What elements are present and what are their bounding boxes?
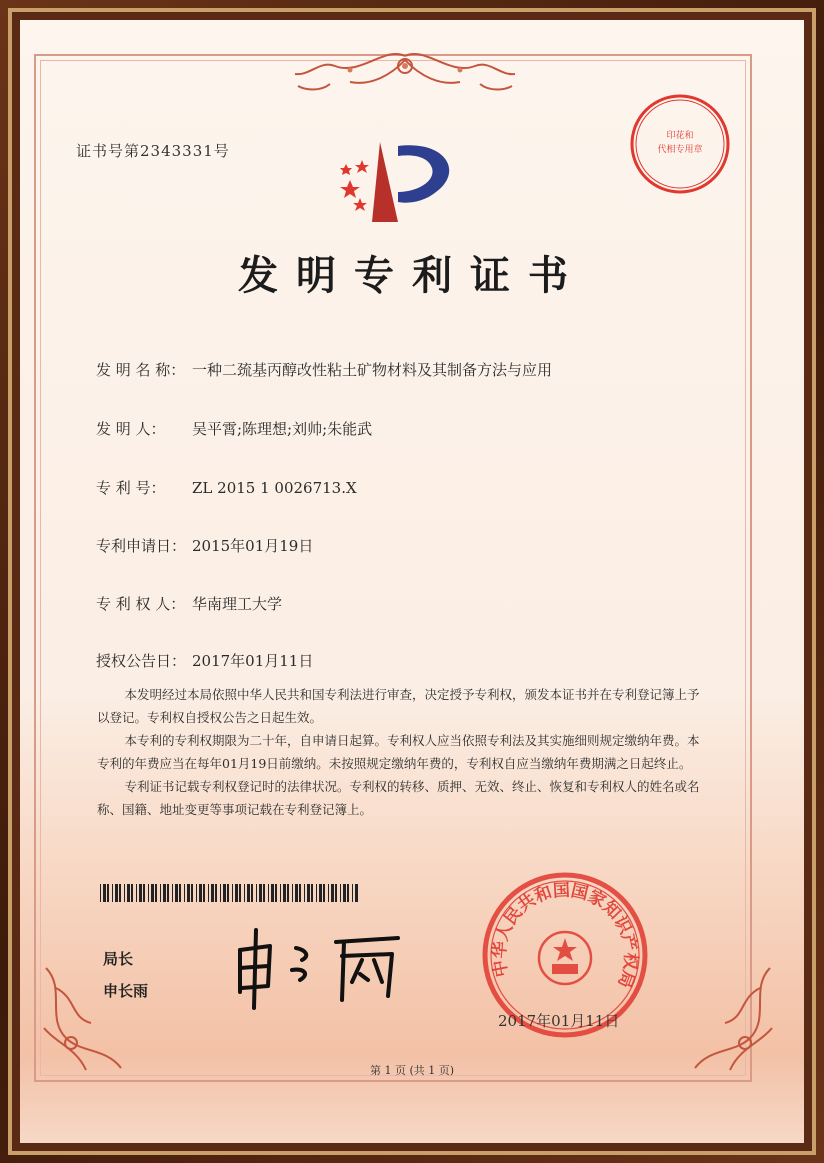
field-inventors bbox=[96, 418, 372, 439]
director-title: 局长 bbox=[103, 950, 134, 968]
body-paragraph: 本专利的专利权期限为二十年，自申请日起算。专利权人应当依照专利法及其实施细则规定缴纳年费。本专利的年费应当在每年01月19日前缴纳。未按照规定缴纳年费的，专利权自应当缴纳年费期满之日起终止。 bbox=[97, 733, 700, 771]
field-label: 发 明 人： bbox=[96, 420, 166, 438]
certificate-number: 证书号第2343331号 bbox=[76, 142, 230, 160]
top-ornament-icon bbox=[290, 46, 520, 98]
field-patentee bbox=[96, 593, 282, 614]
field-application-date bbox=[96, 535, 313, 556]
printing-seal-icon bbox=[628, 92, 732, 196]
field-label: 专利申请日： bbox=[96, 537, 187, 555]
field-label: 专 利 权 人： bbox=[96, 595, 186, 613]
body-text bbox=[97, 683, 709, 821]
director-name: 申长雨 bbox=[103, 982, 149, 1000]
issue-date: 2017年01月11日 bbox=[498, 1012, 620, 1030]
field-value: 一种二巯基丙醇改性粘土矿物材料及其制备方法与应用 bbox=[192, 361, 553, 379]
field-grant-date bbox=[96, 650, 313, 671]
field-label: 发 明 名 称： bbox=[96, 361, 186, 379]
body-paragraph: 本发明经过本局依照中华人民共和国专利法进行审查，决定授予专利权，颁发本证书并在专利登记簿上予以登记。专利权自授权公告之日起生效。 bbox=[97, 687, 700, 725]
page-info: 第 1 页 (共 1 页) bbox=[369, 1064, 455, 1077]
svg-text:代相专用章: 代相专用章 bbox=[657, 145, 703, 155]
field-value: 吴平霄;陈理想;刘帅;朱能武 bbox=[192, 420, 373, 438]
corner-ornament-left-icon bbox=[36, 958, 126, 1078]
svg-text:印花和: 印花和 bbox=[666, 131, 694, 141]
certificate-title: 发明专利证书 bbox=[238, 252, 586, 299]
field-value: 2017年01月11日 bbox=[192, 652, 314, 670]
director-signature-icon bbox=[226, 920, 416, 1010]
field-patent-number bbox=[96, 477, 357, 498]
field-invention-name bbox=[96, 359, 552, 380]
barcode-icon bbox=[100, 884, 358, 902]
field-label: 授权公告日： bbox=[96, 652, 187, 670]
field-label: 专 利 号： bbox=[96, 479, 166, 497]
patent-office-logo-icon bbox=[336, 132, 466, 232]
field-value: ZL 2015 1 0026713.X bbox=[192, 479, 357, 497]
field-value: 华南理工大学 bbox=[192, 595, 283, 613]
corner-ornament-right-icon bbox=[690, 958, 780, 1078]
big-seal-text: 中华人民共和国国家知识产权局 bbox=[489, 880, 641, 991]
body-paragraph: 专利证书记载专利权登记时的法律状况。专利权的转移、质押、无效、终止、恢复和专利权人的姓名或名称、国籍、地址变更等事项记载在专利登记簿上。 bbox=[97, 779, 700, 817]
field-value: 2015年01月19日 bbox=[192, 537, 314, 555]
